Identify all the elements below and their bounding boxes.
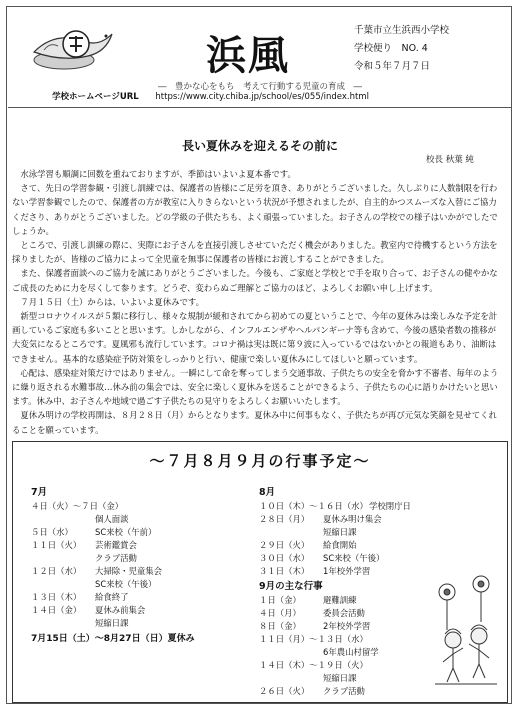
event-date: ５日（水）	[31, 527, 73, 537]
schedule-row	[259, 500, 499, 513]
event-date: １３日（木）	[31, 592, 82, 602]
event-date: １０日（木）～１６日（水）	[259, 501, 368, 511]
paragraph: 夏休み明けの学校再開は、８月２８日（月）からとなります。夏休み中に何事もなく、子供たちが再び元気な笑顔を見せてくれることを願っています。	[12, 410, 497, 435]
event-name: 6年農山村留学	[323, 647, 379, 657]
event-date: １１日（月）～１３日（水）	[259, 634, 368, 644]
homepage-row	[52, 90, 369, 102]
paragraph: また、保護者面談へのご協力を誠にありがとうございました。今後も、ご家庭と学校とで手を取り合って、お子さんの健やかなご成長のために力を尽くして参ります。どうぞ、変わらぬご理解とご協力のほど、よろしくお願い申し上げます。	[12, 268, 498, 293]
event-name: SC来校（午前）	[95, 527, 157, 537]
event-name: 短縮日課	[323, 673, 357, 683]
event-name: 避難訓練	[323, 595, 357, 605]
event-date	[31, 578, 95, 591]
schedule-row	[31, 526, 259, 539]
event-name: 委員会活動	[323, 608, 365, 618]
event-name: 夏休み明け集会	[323, 514, 382, 524]
event-date	[259, 672, 323, 685]
event-name: 短縮日課	[95, 618, 129, 628]
divider	[8, 107, 512, 108]
event-date: ２８日（月）	[259, 514, 310, 524]
article-author: 校長 秋葉 純	[426, 155, 474, 165]
event-name: 短縮日課	[323, 527, 357, 537]
summer-break-note: 7月15日（土）～8月27日（日）夏休み	[31, 634, 195, 644]
article-body	[12, 167, 500, 437]
school-emblem-bird-illustration	[26, 16, 118, 78]
children-sunflower-illustration	[433, 570, 499, 690]
event-name: SC来校（午後）	[95, 579, 157, 589]
event-name: クラブ活動	[323, 686, 365, 696]
schedule-july	[31, 486, 259, 646]
event-date: １日（金）	[259, 595, 301, 605]
schedule-title: ～７月８月９月の行事予定～	[149, 452, 371, 470]
event-date: ４日（火）～７日（金）	[31, 501, 124, 511]
event-name: 2年校外学習	[323, 621, 371, 631]
paragraph: ところで、引渡し訓練の際に、実際にお子さんを直接引渡しさせていただく機会がありました。教室内で待機するという方法を採りましたが、皆様のご協力によって全児童を無事に保護者の皆様にお渡しすることができました。	[12, 240, 498, 265]
schedule-row	[31, 591, 259, 604]
event-name: クラブ活動	[95, 553, 137, 563]
event-date	[31, 552, 95, 565]
paragraph: 心配は、感染症対策だけではありません。一瞬にして命を奪ってしまう交通事故、子供たちの安全を脅かす不審者、毎年のように繰り返される水難事故…休み前の集会では、安全に楽しく夏休みを送ることができるよう、子供たちの心に語りかけたいと思います。休み中、お子さんや地域で過ごす子供たちの見守りをよろしくお願いいたします。	[12, 367, 499, 407]
event-date: ２６日（火）	[259, 686, 310, 696]
event-date: ４日（月）	[259, 608, 301, 618]
event-name: 給食開始	[323, 540, 357, 550]
event-name: 学校閉庁日	[369, 501, 411, 511]
paragraph: 新型コロナウイルスが５類に移行し、様々な規制が緩和されてから初めての夏ということで、今年の夏休みは楽しみな予定を計画しているご家庭も多いことと思います。しかしながら、インフルエンザやヘルパンギーナ等も含めて、今後の感染者数の推移が大変気になるところです。夏風邪も流行しています。コロナ禍は実は既に第９波に入っているではないかとの報道もあり、油断はできません。基本的な感染症予防対策をしっかりと行い、健康で楽しい夏休みにしてほしいと願っています。	[12, 311, 498, 364]
event-name: 個人面談	[95, 514, 129, 524]
event-date: ３０日（水）	[259, 553, 310, 563]
school-motto: ― 豊かな心をもち 考えて行動する児童の育成 ―	[157, 82, 362, 92]
schedule-row	[259, 513, 499, 526]
event-date	[31, 617, 95, 630]
paragraph: 水泳学習も順調に回数を重ねておりますが、季節はいよいよ夏本番です。	[20, 169, 296, 179]
event-date: ２９日（火）	[259, 540, 310, 550]
event-date	[259, 646, 323, 659]
schedule-row	[259, 526, 499, 539]
event-date: １１日（火）	[31, 540, 82, 550]
event-name: 夏休み前集会	[95, 605, 146, 615]
event-name: 1年校外学習	[323, 566, 371, 576]
event-name: 給食終了	[95, 592, 129, 602]
article-title: 長い夏休みを迎えるその前に	[181, 139, 338, 153]
event-name: 大掃除・児童集会	[95, 566, 162, 576]
event-name: 芸術鑑賞会	[95, 540, 137, 550]
issue-info	[354, 22, 449, 76]
homepage-url[interactable]: https://www.city.chiba.jp/school/es/055/index.html	[155, 92, 369, 102]
schedule-row	[259, 539, 499, 552]
issue-number: 学校便り NO. 4	[354, 43, 428, 54]
event-date: １４日（木）～１９日（火）	[259, 660, 368, 670]
schedule-box	[12, 441, 508, 703]
schedule-row	[31, 565, 259, 578]
paragraph: さて、先日の学習参観・引渡し訓練では、保護者の皆様にご足労を頂き、ありがとうございました。久しぶりに人数制限を行わない学習参観でしたので、保護者の方が教室に入りきらないという状況が予想されましたが、自主的かつスムーズな入替にご協力くださり、ありがとうございました。どの学級の子供たちも、よく頑張っていました。お子さんの学校での様子はいかがでしたでしょうか。	[12, 183, 498, 236]
event-date: １２日（水）	[31, 566, 82, 576]
schedule-row	[31, 500, 259, 513]
schedule-row	[31, 617, 259, 630]
event-date: ８日（金）	[259, 621, 301, 631]
homepage-label: 学校ホームページURL	[52, 92, 139, 102]
event-date: １４日（金）	[31, 605, 82, 615]
school-name: 千葉市立生浜西小学校	[354, 25, 450, 36]
month-heading-july: 7月	[31, 487, 48, 498]
schedule-row	[31, 539, 259, 552]
schedule-row	[259, 552, 499, 565]
masthead	[10, 10, 510, 102]
issue-date: 令和５年７月７日	[354, 61, 431, 72]
event-date	[31, 513, 95, 526]
newsletter-title: 浜風	[206, 32, 290, 79]
event-name: SC来校（午後）	[323, 553, 385, 563]
event-date: ３１日（木）	[259, 566, 310, 576]
schedule-row	[31, 578, 259, 591]
schedule-row	[31, 552, 259, 565]
event-date	[259, 526, 323, 539]
schedule-row	[31, 513, 259, 526]
schedule-row	[31, 604, 259, 617]
month-heading-august: 8月	[259, 487, 276, 498]
paragraph: ７月１５日（土）からは、いよいよ夏休みです。	[20, 296, 204, 307]
month-heading-september: 9月の主な行事	[259, 581, 323, 592]
